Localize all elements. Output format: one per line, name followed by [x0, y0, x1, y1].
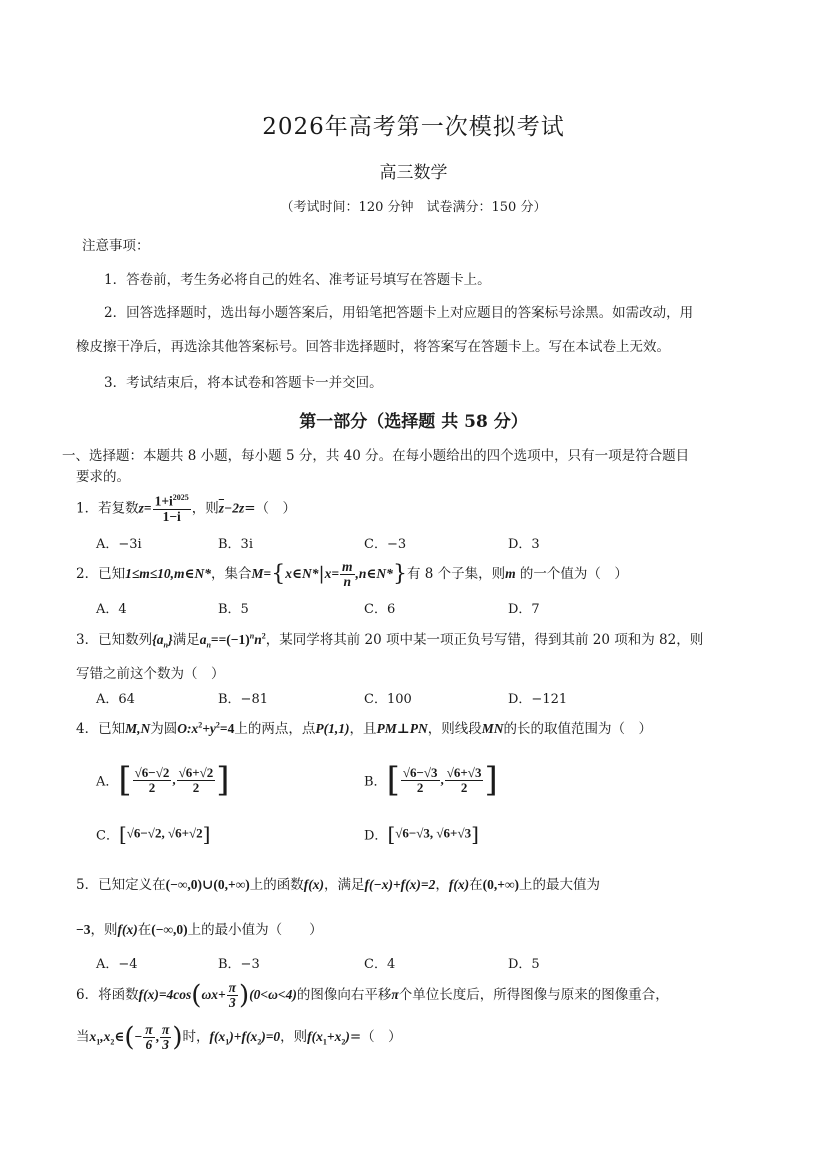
- q3-option-b: B．−81: [218, 692, 268, 707]
- q5-option-a: A．−4: [96, 957, 138, 972]
- exam-title: 2026年高考第一次模拟考试: [262, 114, 565, 140]
- question-3-cont: 写错之前这个数为（ ）: [76, 666, 225, 682]
- fraction: $\frac{m}{n}$: [342, 559, 353, 590]
- notice-item-2: 2．回答选择题时，选出每小题答案后，用铅笔把答题卡上对应题目的答案标号涂黑。如需改动，用: [104, 305, 694, 321]
- q1-option-d: D．3: [508, 537, 540, 552]
- q2-option-d: D．7: [508, 602, 540, 617]
- q5-option-b: B．−3: [218, 957, 260, 972]
- q4-option-b: B．[ $\frac{√6-√3}{2}$ , $\frac{√6+√3}{2}$ ]: [364, 760, 498, 800]
- exam-subject: 高三数学: [379, 163, 448, 183]
- notice-heading: 注意事项：: [82, 238, 150, 254]
- notice-item-1: 1．答卷前，考生务必将自己的姓名、准考证号填写在答题卡上。: [104, 272, 491, 288]
- q3-option-d: D．−121: [508, 692, 568, 707]
- part-title: 第一部分（选择题 共 58 分）: [299, 412, 528, 432]
- notice-item-2-cont: 橡皮擦干净后，再选涂其他答案标号。回答非选择题时，将答案写在答题卡上。写在本试卷上无效。: [76, 339, 670, 355]
- question-6-cont: 当$x_1,x_2\in(-$ $\frac{\pi}{6}$ , $\frac{\pi}{3}$ )时，$f(x_1)+f(x_2)=0$，则$f(x_1+x_2)=$（ ）: [76, 1021, 402, 1053]
- q5-option-d: D．5: [508, 957, 540, 972]
- question-5: 5．已知定义在(−∞,0)∪(0,+∞)上的函数f(x)，满足f(−x)+f(x)=2，f(x)在(0,+∞)上的最大值为: [76, 877, 601, 893]
- q4-option-a: A．[ $\frac{√6-√2}{2}$ , $\frac{√6+√2}{2}$ ]: [96, 760, 230, 800]
- section-instruction-cont: 要求的。: [76, 469, 130, 485]
- section-instruction: 一、选择题：本题共 8 小题，每小题 5 分，共 40 分。在每小题给出的四个选项中，只有一项是符合题目: [62, 448, 690, 464]
- question-4: 4．已知M,N为圆$O:x^2+y^2=4$上的两点，点P(1,1)，且PM⊥PN，则线段MN的长的取值范围为（ ）: [76, 720, 652, 737]
- exam-info: （考试时间：120 分钟 试卷满分：150 分）: [280, 200, 547, 215]
- q2-option-a: A．4: [96, 602, 127, 617]
- fraction: $\frac{1+i^{2025}}{1-i}$: [154, 493, 189, 524]
- q1-option-c: C．−3: [364, 537, 407, 552]
- question-6: 6．将函数f(x)=4cos(ωx+ $\frac{\pi}{3}$ )(0<ω<4)的图像向右平移π个单位长度后，所得图像与原来的图像重合，: [76, 979, 669, 1011]
- question-5-cont: −3，则f(x)在(−∞,0)上的最小值为（ ）: [76, 922, 323, 938]
- question-3: 3．已知数列$\{a_n\}$满足$a_n==(-1)^nn^2$，某同学将其前 20 项中某一项正负号写错，得到其前 20 项和为 82，则: [76, 631, 704, 650]
- question-1: 1．若复数z= $\frac{1+i^{2025}}{1-i}$ ，则$\overline{z}-2z=$（ ）: [76, 493, 297, 524]
- q5-option-c: C．4: [364, 957, 396, 972]
- q3-option-a: A．64: [96, 692, 135, 707]
- q1-option-a: A．−3i: [96, 537, 142, 552]
- q1-option-b: B．3i: [218, 537, 253, 552]
- notice-item-3: 3．考试结束后，将本试卷和答题卡一并交回。: [104, 375, 383, 391]
- q3-option-c: C．100: [364, 692, 412, 707]
- q2-option-c: C．6: [364, 602, 396, 617]
- q2-option-b: B．5: [218, 602, 249, 617]
- question-2: 2．已知1≤m≤10,m∈N*，集合M={x∈N*|x= $\frac{m}{n}$ ,n∈N*}有 8 个子集，则m 的一个值为（ ）: [76, 559, 628, 590]
- q4-option-d: D．[√6−√3, √6+√3]: [364, 822, 479, 846]
- q4-option-c: C．[√6−√2, √6+√2]: [96, 822, 211, 846]
